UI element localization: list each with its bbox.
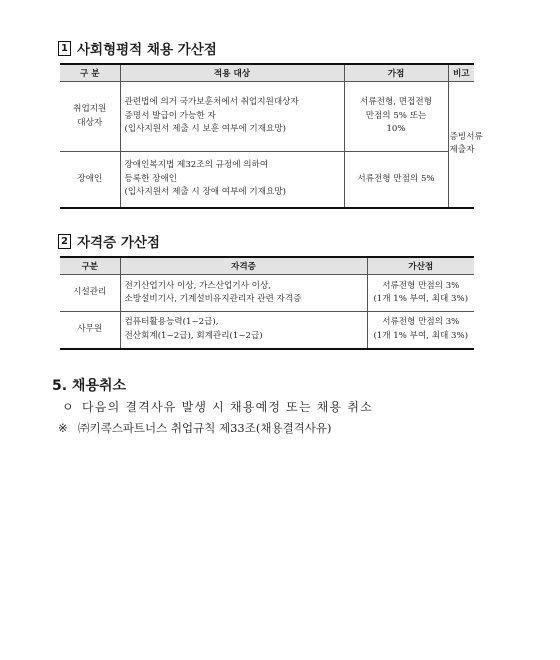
table-header-row xyxy=(60,64,474,82)
table-row xyxy=(60,275,474,312)
table-row xyxy=(60,312,474,349)
header-category: 구분 xyxy=(60,257,120,275)
section1-number: 1 xyxy=(58,41,71,56)
table-row xyxy=(60,152,474,208)
certificate-cell: 컴퓨터활용능력(1~2급), 전산회계(1~2급), 회계관리(1~2급) xyxy=(120,312,367,349)
category-cell: 시설관리 xyxy=(60,275,120,312)
header-target: 적용 대상 xyxy=(120,64,344,82)
header-note: 비고 xyxy=(448,64,474,82)
points-cell: 서류전형 만점의 3% (1개 1% 부여, 최대 3%) xyxy=(367,275,474,312)
table-row xyxy=(60,82,474,152)
social-equity-table xyxy=(60,63,483,209)
reference-text: ㈜키콕스파트너스 취업규칙 제33조(채용결격사유) xyxy=(78,421,332,435)
target-cell: 관련법에 의거 국가보훈처에서 취업지원대상자 증명서 발급이 가능한 자 (입사지원서 제출 시 보훈 여부에 기재요망) xyxy=(120,82,344,152)
header-points: 가산점 xyxy=(367,257,474,275)
cancellation-bullet xyxy=(62,398,373,415)
points-cell: 서류전형 만점의 3% (1개 1% 부여, 최대 3%) xyxy=(367,312,474,349)
certificate-table xyxy=(60,256,474,350)
section1-heading xyxy=(58,38,217,58)
certificate-cell: 전기산업기사 이상, 가스산업기사 이상, 소방설비기사, 기계설비유지관리자 관련 자격증 xyxy=(120,275,367,312)
header-certificate: 자격증 xyxy=(120,257,367,275)
bullet-marker: ㅇ xyxy=(62,400,74,414)
section2-number: 2 xyxy=(58,234,71,249)
category-cell: 사무원 xyxy=(60,312,120,349)
cancellation-text: 다음의 결격사유 발생 시 채용예정 또는 채용 취소 xyxy=(82,400,373,414)
header-category: 구 분 xyxy=(60,64,120,82)
category-cell: 취업지원 대상자 xyxy=(60,82,120,152)
category-cell: 장애인 xyxy=(60,152,120,208)
section2-heading xyxy=(58,231,160,251)
points-cell: 서류전형, 면접전형 만점의 5% 또는 10% xyxy=(344,82,448,152)
table-header-row xyxy=(60,257,474,275)
section1-title: 사회형평적 채용 가산점 xyxy=(77,42,217,58)
note-cell: 증빙서류 제출자 xyxy=(448,82,474,208)
note-marker: ※ xyxy=(58,421,68,435)
points-cell: 서류전형 만점의 5% xyxy=(344,152,448,208)
reference-note xyxy=(58,420,332,436)
section5-title: 5. 채용취소 xyxy=(52,378,127,394)
target-cell: 장애인복지법 제32조의 규정에 의하여 등록한 장애인 (입사지원서 제출 시 장애 여부에 기재요망) xyxy=(120,152,344,208)
section2-title: 자격증 가산점 xyxy=(77,235,160,251)
header-points: 가점 xyxy=(344,64,448,82)
